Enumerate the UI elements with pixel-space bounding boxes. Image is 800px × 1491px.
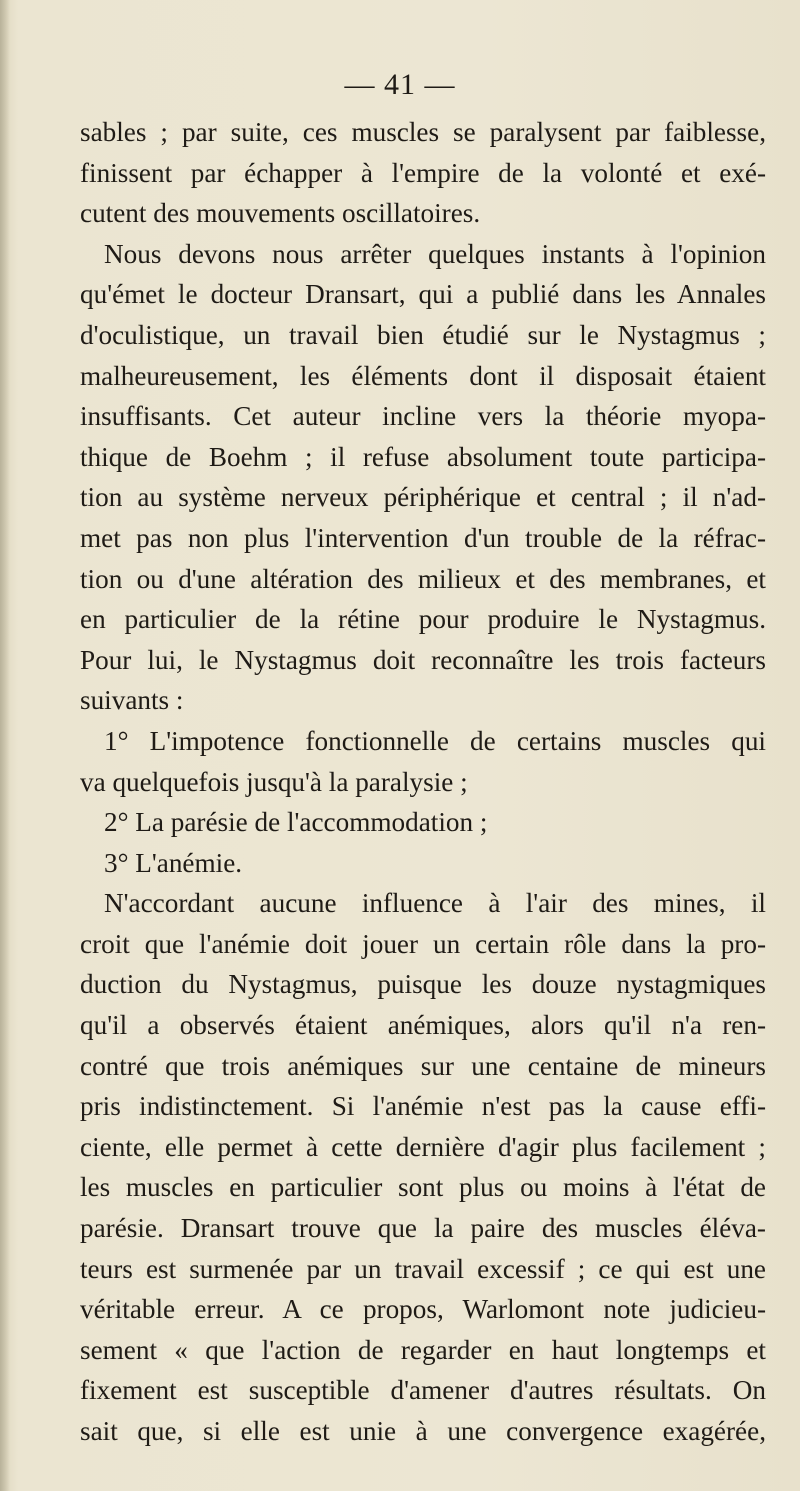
list-item-1: 1° L'impotence fonctionnelle de certains muscles qui — [104, 725, 766, 756]
gutter-shadow — [0, 0, 10, 1491]
text-line: les muscles en particulier sont plus ou moins à l'état de — [80, 1172, 766, 1203]
list-item-3: 3° L'anémie. — [104, 847, 243, 878]
text-line: sement « que l'action de regarder en haut longtemps et — [80, 1334, 766, 1365]
body-text — [80, 112, 766, 1452]
text-line: tion ou d'une altération des milieux et des membranes, et — [80, 563, 766, 594]
text-line: suivants : — [80, 685, 184, 716]
text-line: sables ; par suite, ces muscles se paralysent par faiblesse, — [80, 117, 766, 147]
text-line: met pas non plus l'intervention d'un trouble de la réfrac- — [80, 522, 766, 553]
text-line: cutent des mouvements oscillatoires. — [80, 198, 481, 229]
text-line: pris indistinctement. Si l'anémie n'est pas la cause effi- — [80, 1091, 766, 1122]
text-line: insuffisants. Cet auteur incline vers la théorie myopa- — [80, 401, 766, 432]
text-line: teurs est surmenée par un travail excessif ; ce qui est une — [80, 1253, 766, 1284]
text-line: croit que l'anémie doit jouer un certain rôle dans la pro- — [80, 928, 766, 959]
text-line: malheureusement, les éléments dont il disposait étaient — [80, 360, 766, 391]
text-line: sait que, si elle est unie à une convergence exagérée, — [80, 1416, 766, 1446]
text-line: fixement est susceptible d'amener d'autres résultats. On — [80, 1375, 766, 1406]
text-line: véritable erreur. A ce propos, Warlomont note judicieu- — [80, 1294, 766, 1325]
text-line: d'oculistique, un travail bien étudié sur le Nystagmus ; — [80, 319, 766, 350]
list-item-2: 2° La parésie de l'accommodation ; — [104, 807, 488, 838]
text-line: contré que trois anémiques sur une centaine de mineurs — [80, 1050, 766, 1081]
page-number: — 41 — — [344, 68, 456, 101]
text-line: qu'émet le docteur Dransart, qui a publié dans les Annales — [80, 279, 766, 310]
text-line: ciente, elle permet à cette dernière d'agir plus facilement ; — [80, 1131, 766, 1162]
text-line: finissent par échapper à l'empire de la volonté et exé- — [80, 157, 766, 188]
text-line: Pour lui, le Nystagmus doit reconnaître les trois facteurs — [80, 644, 766, 675]
text-line: parésie. Dransart trouve que la paire des muscles éléva- — [80, 1213, 766, 1244]
text-line: tion au système nerveux périphérique et central ; il n'ad- — [80, 482, 766, 513]
text-line: duction du Nystagmus, puisque les douze nystagmiques — [80, 969, 766, 1000]
text-line: thique de Boehm ; il refuse absolument toute participa- — [80, 441, 766, 472]
text-line: va quelquefois jusqu'à la paralysie ; — [80, 766, 468, 797]
text-line: qu'il a observés étaient anémiques, alors qu'il n'a ren- — [80, 1010, 766, 1041]
text-line: N'accordant aucune influence à l'air des mines, il — [104, 888, 766, 919]
text-line: Nous devons nous arrêter quelques instants à l'opinion — [104, 238, 766, 269]
text-line: en particulier de la rétine pour produire le Nystagmus. — [80, 604, 766, 635]
